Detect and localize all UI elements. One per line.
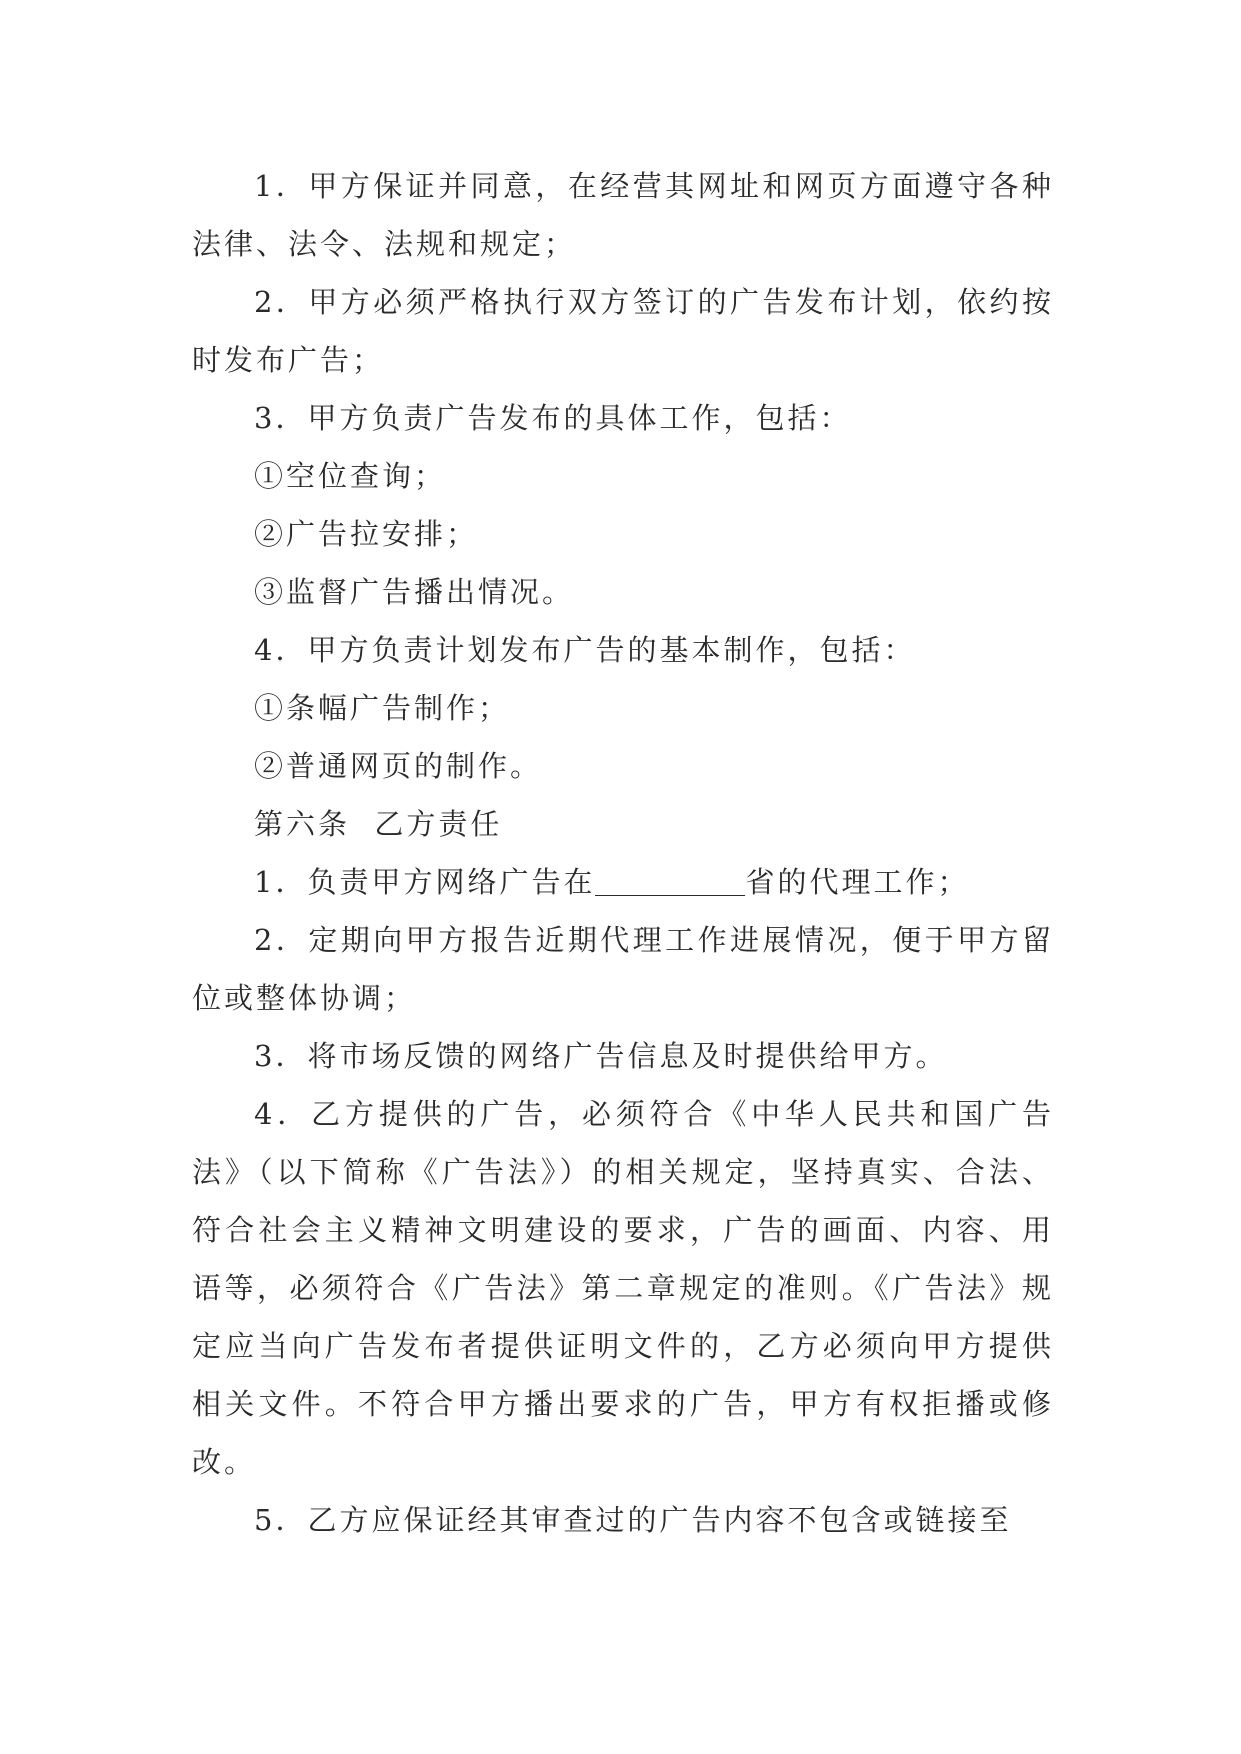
clause-4-item-1: ①条幅广告制作； [254, 691, 511, 725]
clause-2-schedule: 2．甲方必须严格执行双方签订的广告发布计划，依约按时发布广告； [192, 285, 1054, 377]
clause-3-item-3: ③监督广告播出情况。 [254, 575, 575, 609]
party-b-clause-5: 5．乙方应保证经其审查过的广告内容不包含或链接至 [254, 1503, 1012, 1537]
party-b-clause-4: 4．乙方提供的广告，必须符合《中华人民共和国广告法》（以下简称《广告法》）的相关规定，坚持真实、合法、符合社会主义精神文明建设的要求，广告的画面、内容、用语等，必须符合《广告法》第二章规定的准则。《广告法》规定应当向广告发布者提供证明文件的，乙方必须向甲方提供相关文件。不符合甲方播出要求的广告，甲方有权拒播或修改。 [192, 1097, 1054, 1479]
party-b-clause-1 [192, 853, 1054, 911]
clause-1-compliance: 1．甲方保证并同意，在经营其网址和网页方面遵守各种法律、法令、法规和规定； [192, 169, 1054, 261]
clause-4-item-2: ②普通网页的制作。 [254, 749, 543, 783]
clause-3-item-1: ①空位查询； [254, 459, 447, 493]
document-body [192, 157, 1054, 1549]
clause-4-production: 4．甲方负责计划发布广告的基本制作，包括： [254, 633, 916, 667]
party-b-clause-3: 3．将市场反馈的网络广告信息及时提供给甲方。 [254, 1039, 948, 1073]
province-blank [595, 865, 745, 896]
clause-3-duties: 3．甲方负责广告发布的具体工作，包括： [254, 401, 852, 435]
party-b-clause-2: 2．定期向甲方报告近期代理工作进展情况，便于甲方留位或整体协调； [192, 923, 1054, 1015]
article-6-heading: 第六条 乙方责任 [254, 807, 503, 841]
clause-3-item-2: ②广告拉安排； [254, 517, 479, 551]
party-b-clause-1-before: 1．负责甲方网络广告在 [254, 865, 596, 899]
party-b-clause-1-after: 省的代理工作； [745, 865, 970, 899]
